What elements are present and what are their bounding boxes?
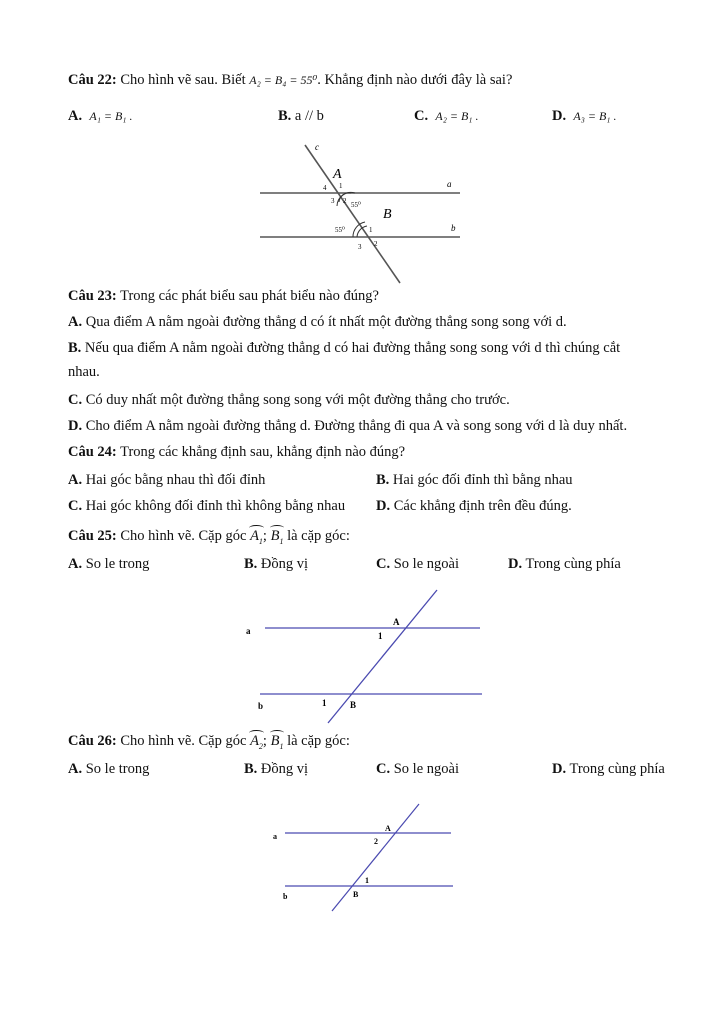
q26-label: Câu 26:	[68, 733, 117, 749]
q22-option-b[interactable]	[278, 108, 324, 125]
q23-option-a[interactable]	[68, 314, 567, 331]
angle-sub: 1	[279, 536, 284, 546]
q26-angle-B: 1	[365, 876, 369, 885]
q22-text-before: Cho hình vẽ sau. Biết	[116, 72, 250, 88]
option-text: Qua điểm A nằm ngoài đường thẳng d có ít nhất một đường thẳng song song với d.	[82, 314, 567, 330]
q22-option-a[interactable]	[68, 108, 132, 125]
q26-text-after: là cặp góc:	[283, 733, 350, 749]
option-text: Đồng vị	[257, 761, 309, 777]
q25-text-before: Cho hình vẽ. Cặp góc	[116, 528, 251, 544]
option-text: Hai góc không đối đỉnh thì không bằng nhau	[82, 498, 346, 514]
angle-letter: B	[270, 528, 280, 544]
q23-option-d[interactable]	[68, 418, 627, 435]
q25-label-B: B	[350, 700, 357, 710]
option-letter: D.	[376, 498, 391, 514]
angle-letter: B	[270, 733, 280, 749]
option-letter: C.	[376, 761, 391, 777]
q22-angle-B1: 1	[369, 226, 373, 234]
q22-label: Câu 22:	[68, 72, 117, 88]
q23-option-b-cont	[68, 364, 100, 381]
option-letter: C.	[376, 556, 391, 572]
option-text: So le ngoài	[390, 556, 459, 572]
q22-text-after: . Khẳng định nào dưới đây là sai?	[317, 72, 513, 88]
option-letter: C.	[414, 108, 429, 124]
q23-text: Trong các phát biểu sau phát biểu nào đúng?	[116, 288, 379, 304]
option-letter: A.	[68, 556, 83, 572]
option-text: Hai góc đối đỉnh thì bằng nhau	[389, 472, 573, 488]
q26-option-b[interactable]	[244, 761, 308, 778]
q22-option-c[interactable]	[414, 108, 478, 125]
option-letter: D.	[552, 761, 567, 777]
option-text: a // b	[291, 108, 324, 124]
q25-label: Câu 25:	[68, 528, 117, 544]
q26-stem	[68, 733, 350, 751]
q25-option-a[interactable]	[68, 556, 149, 573]
q25-angle-B: 1	[322, 698, 327, 708]
q25-angle-2	[271, 528, 284, 546]
option-text: So le trong	[82, 761, 150, 777]
q26-figure	[265, 800, 465, 915]
q26-label-a: a	[273, 832, 277, 841]
option-text: Đồng vị	[257, 556, 309, 572]
option-text: Các khẳng định trên đều đúng.	[390, 498, 572, 514]
option-text: So le trong	[82, 556, 150, 572]
option-letter: B.	[376, 472, 390, 488]
q22-angle-A3: 3	[331, 197, 335, 205]
q24-option-a[interactable]	[68, 472, 265, 489]
q22-angle-A2: 2	[343, 197, 347, 205]
q25-figure	[240, 585, 490, 725]
q25-label-b: b	[258, 701, 264, 711]
option-text: A₁ = B₁ .	[89, 109, 133, 123]
q26-angle-A: 2	[374, 837, 378, 846]
q22-label-a: a	[447, 179, 452, 189]
option-text: So le ngoài	[390, 761, 459, 777]
q25-text-after: là cặp góc:	[283, 528, 350, 544]
q22-angle-A4: 4	[323, 184, 327, 192]
option-letter: B.	[244, 556, 258, 572]
option-letter: B.	[278, 108, 292, 124]
q26-angle-1	[250, 733, 263, 751]
q25-option-d[interactable]	[508, 556, 621, 573]
q24-label: Câu 24:	[68, 444, 117, 460]
option-letter: B.	[244, 761, 258, 777]
q26-text-before: Cho hình vẽ. Cặp góc	[116, 733, 251, 749]
option-text: nhau.	[68, 364, 100, 380]
q26-label-b: b	[283, 892, 288, 901]
q24-option-d[interactable]	[376, 498, 572, 515]
q24-text: Trong các khẳng định sau, khẳng định nào đúng?	[116, 444, 406, 460]
q26-sep: ;	[262, 733, 271, 749]
q25-sep: ;	[262, 528, 271, 544]
option-letter: A.	[68, 472, 83, 488]
option-letter: C.	[68, 392, 83, 408]
q22-stem	[68, 72, 512, 89]
q22-angle-A1: 1	[339, 182, 343, 190]
q24-stem	[68, 444, 405, 461]
option-letter: C.	[68, 498, 83, 514]
option-letter: D.	[552, 108, 567, 124]
q24-option-c[interactable]	[68, 498, 345, 515]
q22-angle-B-value: 55⁰	[335, 226, 345, 234]
q25-angle-A: 1	[378, 631, 383, 641]
q23-stem	[68, 288, 379, 305]
q25-transversal	[328, 590, 437, 723]
q25-label-a: a	[246, 626, 251, 636]
q25-option-b[interactable]	[244, 556, 308, 573]
q23-option-c[interactable]	[68, 392, 510, 409]
option-letter: D.	[68, 418, 83, 434]
option-letter: A.	[68, 314, 83, 330]
q26-label-A: A	[385, 824, 391, 833]
q22-figure	[255, 140, 470, 285]
q22-option-d[interactable]	[552, 108, 616, 125]
q25-label-A: A	[393, 617, 400, 627]
q26-option-a[interactable]	[68, 761, 149, 778]
q23-option-b[interactable]	[68, 340, 620, 357]
q22-label-c: c	[315, 142, 319, 152]
q22-label-B: B	[383, 207, 392, 222]
q25-angle-1	[250, 528, 263, 546]
option-letter: B.	[68, 340, 82, 356]
option-text: A₃ = B₁ .	[573, 109, 617, 123]
option-text: A₂ = B₁ .	[435, 109, 479, 123]
option-text: Trong cùng phía	[566, 761, 665, 777]
option-text: Nếu qua điểm A nằm ngoài đường thẳng d có hai đường thẳng song song với d thì chúng cắt	[81, 340, 621, 356]
q26-option-c[interactable]	[376, 761, 459, 778]
option-text: Hai góc bằng nhau thì đối đỉnh	[82, 472, 266, 488]
q22-label-b: b	[451, 223, 456, 233]
option-letter: A.	[68, 761, 83, 777]
option-letter: A.	[68, 108, 83, 124]
angle-letter: A	[250, 733, 259, 749]
angle-sub: 1	[258, 536, 263, 546]
q26-angle-2	[271, 733, 284, 751]
angle-letter: A	[250, 528, 259, 544]
q22-angle-B3: 3	[358, 243, 362, 251]
angle-sub: 2	[258, 741, 263, 751]
q22-given: A₂ = B₄ = 55⁰	[249, 73, 318, 87]
q26-label-B: B	[353, 890, 359, 899]
option-text: Cho điểm A nằm ngoài đường thẳng d. Đường thẳng đi qua A và song song với d là duy nhất.	[82, 418, 628, 434]
q22-angle-B2: 2	[374, 240, 378, 248]
option-text: Trong cùng phía	[522, 556, 621, 572]
q22-label-A: A	[333, 167, 342, 182]
q22-angle-A-value: 55⁰	[351, 201, 361, 209]
q23-label: Câu 23:	[68, 288, 117, 304]
q26-option-d[interactable]	[552, 761, 665, 778]
q25-stem	[68, 528, 350, 546]
q26-transversal	[332, 804, 419, 911]
q24-option-b[interactable]	[376, 472, 573, 489]
angle-sub: 1	[279, 741, 284, 751]
q25-option-c[interactable]	[376, 556, 459, 573]
option-text: Có duy nhất một đường thẳng song song với một đường thẳng cho trước.	[82, 392, 510, 408]
option-letter: D.	[508, 556, 523, 572]
